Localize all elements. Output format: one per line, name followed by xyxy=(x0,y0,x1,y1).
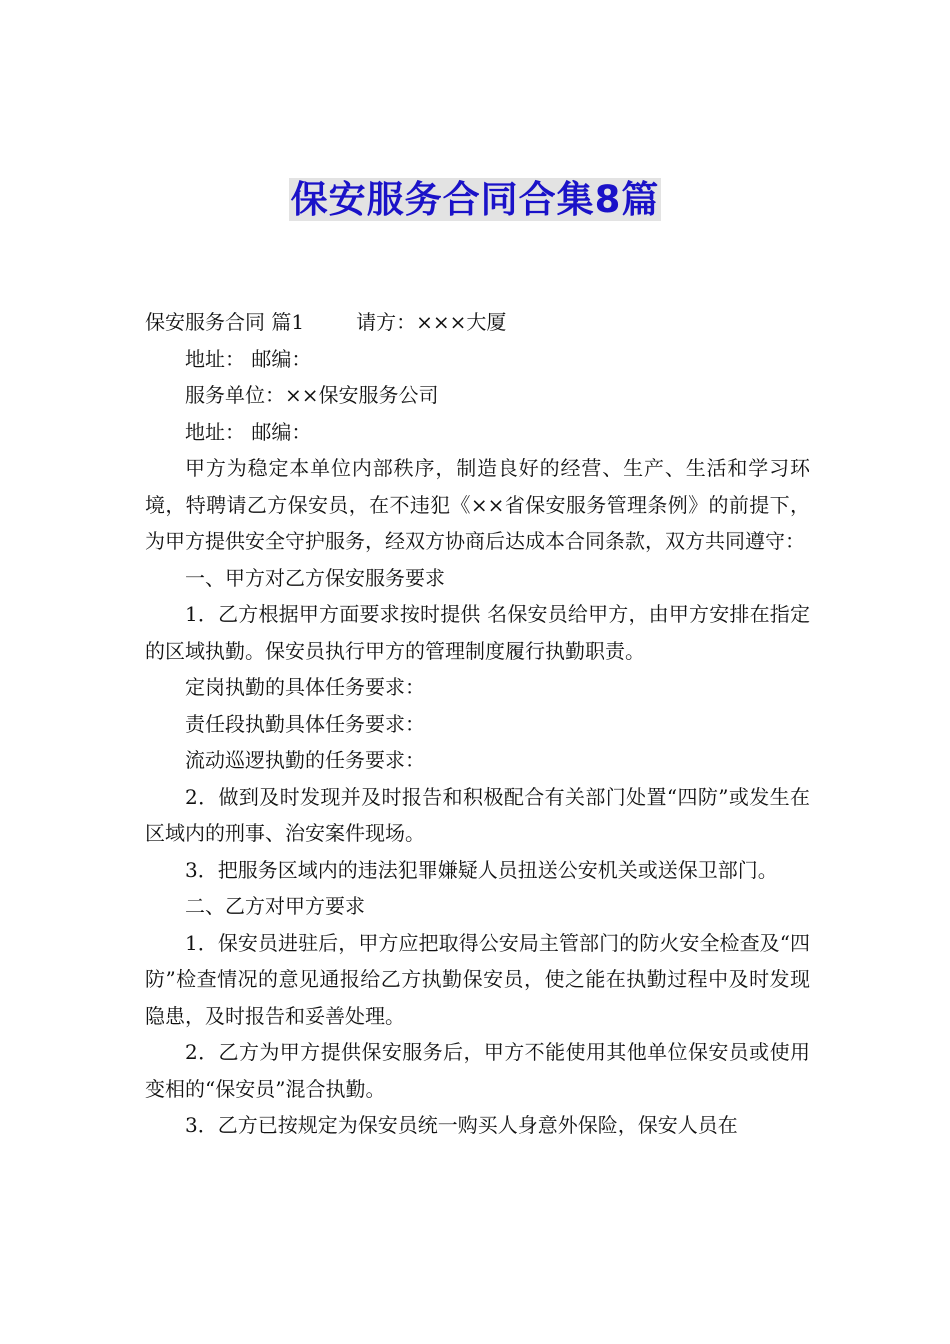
paragraph: 1．保安员进驻后，甲方应把取得公安局主管部门的防火安全检查及“四防”检查情况的意见通报给乙方执勤保安员，使之能在执勤过程中及时发现隐患，及时报告和妥善处理。 xyxy=(145,930,810,1028)
document-title-text: 保安服务合同合集8篇 xyxy=(290,178,660,221)
document-title xyxy=(0,177,950,223)
paragraph: 责任段执勤具体任务要求： xyxy=(185,711,425,736)
document-body xyxy=(145,304,810,1144)
paragraph: 甲方为稳定本单位内部秩序，制造良好的经营、生产、生活和学习环境，特聘请乙方保安员，在不违犯《××省保安服务管理条例》的前提下，为甲方提供安全守护服务，经双方协商后达成本合同条款，双方共同遵守： xyxy=(145,456,810,553)
requesting-party: 请方：×××大厦 xyxy=(356,310,507,334)
paragraph: 一、甲方对乙方保安服务要求 xyxy=(185,565,445,590)
section-heading: 保安服务合同 篇1 xyxy=(145,310,305,334)
section-header-line xyxy=(145,304,810,341)
paragraph: 地址： 邮编： xyxy=(185,346,312,371)
paragraph: 2．乙方为甲方提供保安服务后，甲方不能使用其他单位保安员或使用变相的“保安员”混合执勤。 xyxy=(145,1040,810,1101)
paragraph: 3．把服务区域内的违法犯罪嫌疑人员扭送公安机关或送保卫部门。 xyxy=(185,857,778,882)
paragraph: 1．乙方根据甲方面要求按时提供 名保安员给甲方，由甲方安排在指定的区域执勤。保安员执行甲方的管理制度履行执勤职责。 xyxy=(145,602,810,663)
paragraph: 地址： 邮编： xyxy=(185,419,312,444)
paragraph: 定岗执勤的具体任务要求： xyxy=(185,675,425,699)
paragraph: 2．做到及时发现并及时报告和积极配合有关部门处置“四防”或发生在区域内的刑事、治安案件现场。 xyxy=(145,784,810,845)
paragraph: 流动巡逻执勤的任务要求： xyxy=(185,748,425,772)
paragraph: 服务单位：××保安服务公司 xyxy=(185,383,439,407)
paragraph: 3．乙方已按规定为保安员统一购买人身意外保险，保安人员在 xyxy=(185,1113,738,1137)
paragraph: 二、乙方对甲方要求 xyxy=(185,894,365,918)
